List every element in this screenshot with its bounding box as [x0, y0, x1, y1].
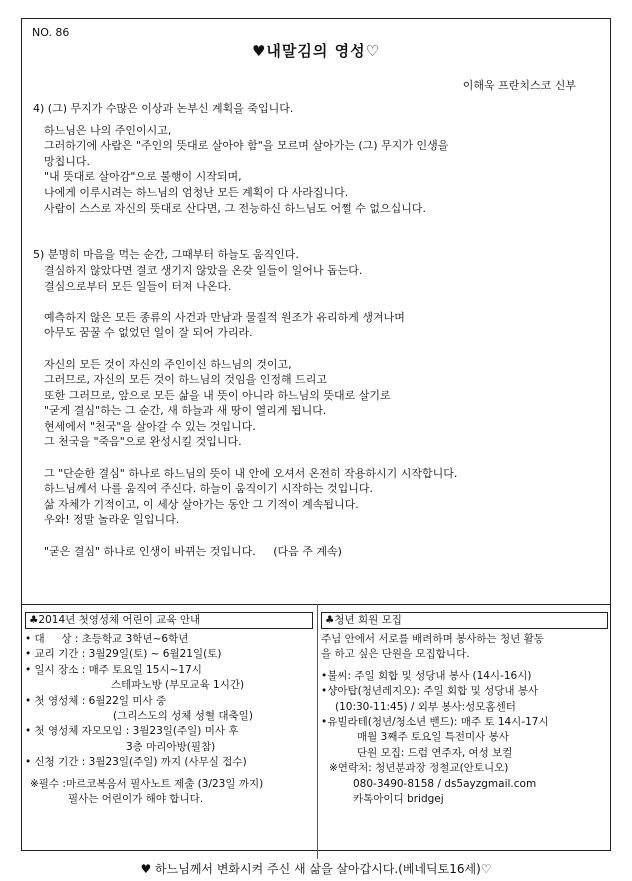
main-article: [33, 101, 593, 559]
section-5-heading: 5) 분명히 마음을 먹는 순간, 그때부터 하늘도 움직인다.: [33, 248, 299, 262]
divider-tick: [317, 851, 318, 859]
first-communion-notice: [25, 612, 313, 807]
text-line: 나에게 이루시려는 하느님의 엄청난 모든 계획이 다 사라집니다.: [44, 185, 349, 199]
contact-line: ※연락처: 청년분과장 정철교(안토니오): [329, 762, 509, 775]
author: 이해욱 프란치스코 신부: [462, 79, 576, 92]
text-line: 예측하지 않은 모든 종류의 사건과 만남과 물질적 원조가 유리하게 생겨나며: [44, 310, 405, 324]
column-divider: [317, 604, 318, 851]
text-line: 그 "단순한 결심" 하나로 하느님의 뜻이 내 안에 오셔서 온전히 작용하시기 시작합니다.: [44, 466, 458, 480]
notice-title: ♣청년 회원 모집: [321, 612, 608, 629]
contact-phone-email: 080-3490-8158 / ds5ayzgmail.com: [353, 777, 537, 790]
notice-line: •불씨: 주일 회합 및 성당내 봉사 (14시-16시): [321, 669, 532, 682]
text-line: 망칩니다.: [44, 154, 91, 168]
text-line: 하느님은 나의 주인이시고,: [44, 123, 172, 137]
notice-line: • 첫 영성체 : 6월22일 미사 중: [25, 694, 167, 707]
notice-line: 3층 마리아방(필참): [126, 740, 216, 753]
text-line: 사람이 스스로 자신의 뜻대로 산다면, 그 전능하신 하느님도 어쩔 수 없으십니다.: [44, 201, 426, 215]
notice-title: ♣2014년 첫영성체 어린이 교육 안내: [25, 612, 313, 629]
notice-line: • 첫 영성체 자모모임 : 3월23일(주일) 미사 후: [25, 725, 239, 738]
section-divider: [21, 604, 611, 605]
text-line: 그러므로, 자신의 모든 것이 하느님의 것임을 인정해 드리고: [44, 373, 327, 387]
notice-note: ※필수 :마르코복음서 필사노트 제출 (3/23일 까지): [30, 777, 264, 790]
notice-note: 필사는 어린이가 해야 합니다.: [68, 793, 204, 806]
notice-line: •유빌라테(청년/청소년 밴드): 매주 토 14시-17시: [321, 716, 549, 729]
notice-line: 을 하고 싶은 단원을 모집합니다.: [321, 648, 470, 661]
notice-line: 주님 안에서 서로를 배려하며 봉사하는 청년 활동: [321, 633, 544, 645]
section-4-heading: 4) (그) 무지가 수많은 이상과 논부신 계획을 죽입니다.: [33, 102, 294, 115]
contact-kakao: 카톡아이디 bridgej: [353, 793, 444, 806]
text-line: 자신의 모든 것이 자신의 주인이신 하느님의 것이고,: [44, 357, 292, 371]
text-line: 그 천국을 "죽음"으로 완성시킬 것입니다.: [44, 435, 242, 449]
text-line: 또한 그러므로, 앞으로 모든 삶을 내 뜻이 아니라 하느님의 뜻대로 살기로: [44, 388, 391, 402]
page-title: ♥내말김의 영성♡: [251, 42, 381, 60]
notice-line: • 대 상 : 초등학교 3학년~6학년: [25, 633, 189, 645]
footer-quote: ♥ 하느님께서 변화시켜 주신 새 삶을 살아갑시다.(베네딕토16세)♡: [140, 862, 492, 876]
notice-line: (10:30-11:45) / 외부 봉사:성모홈센터: [335, 700, 516, 713]
notice-line: • 일시 장소 : 매주 토요일 15시~17시: [25, 663, 202, 676]
text-line: 삶 자체가 기적이고, 이 세상 살아가는 동안 그 기적이 계속됩니다.: [44, 497, 359, 511]
closing-line: "굳은 결심" 하나로 인생이 바뀌는 것입니다. (다음 주 계속): [44, 544, 342, 558]
text-line: 결심으로부터 모든 일들이 터져 나온다.: [44, 279, 232, 293]
text-line: 그러하기에 사람은 "주인의 뜻대로 살아야 함"을 모르며 살아가는 (그) 무지가 인생을: [44, 139, 449, 153]
issue-number: NO. 86: [32, 26, 70, 39]
notice-line: 단원 모집: 드럼 연주자, 여성 보컬: [357, 746, 513, 759]
notice-line: (그리스도의 성체 성혈 대축일): [113, 710, 253, 723]
notice-line: • 신청 기간 : 3월23일(주일) 까지 (사무실 접수): [25, 756, 247, 769]
notice-line: 매월 3째주 토요일 특전미사 봉사: [357, 731, 509, 744]
notice-line: • 교리 기간 : 3월29일(토) ~ 6월21일(토): [25, 648, 222, 661]
text-line: "굳게 결심"하는 그 순간, 새 하늘과 새 땅이 열리게 됩니다.: [44, 404, 327, 418]
notice-line: •샹아탑(청년레지오): 주일 회합 및 성당내 봉사: [321, 685, 539, 698]
text-line: 결심하지 않았다면 결코 생기지 않았을 온갖 일들이 일어나 돕는다.: [44, 263, 363, 277]
text-line: "내 뜻대로 살아감"으로 불행이 시작되며,: [44, 170, 242, 184]
text-line: 현세에서 "천국"을 살아갈 수 있는 것입니다.: [44, 419, 256, 433]
text-line: 하느님께서 나를 움직여 주신다. 하늘이 움직이기 시작하는 것입니다.: [44, 482, 373, 496]
text-line: 우와! 정말 놀라운 일입니다.: [44, 513, 180, 527]
text-line: 아무도 꿈꿀 수 없었던 일이 잘 되어 가리라.: [44, 326, 253, 340]
youth-recruit-notice: [321, 612, 608, 807]
notice-line: 스테파노방 (부모교육 1시간): [111, 679, 245, 692]
